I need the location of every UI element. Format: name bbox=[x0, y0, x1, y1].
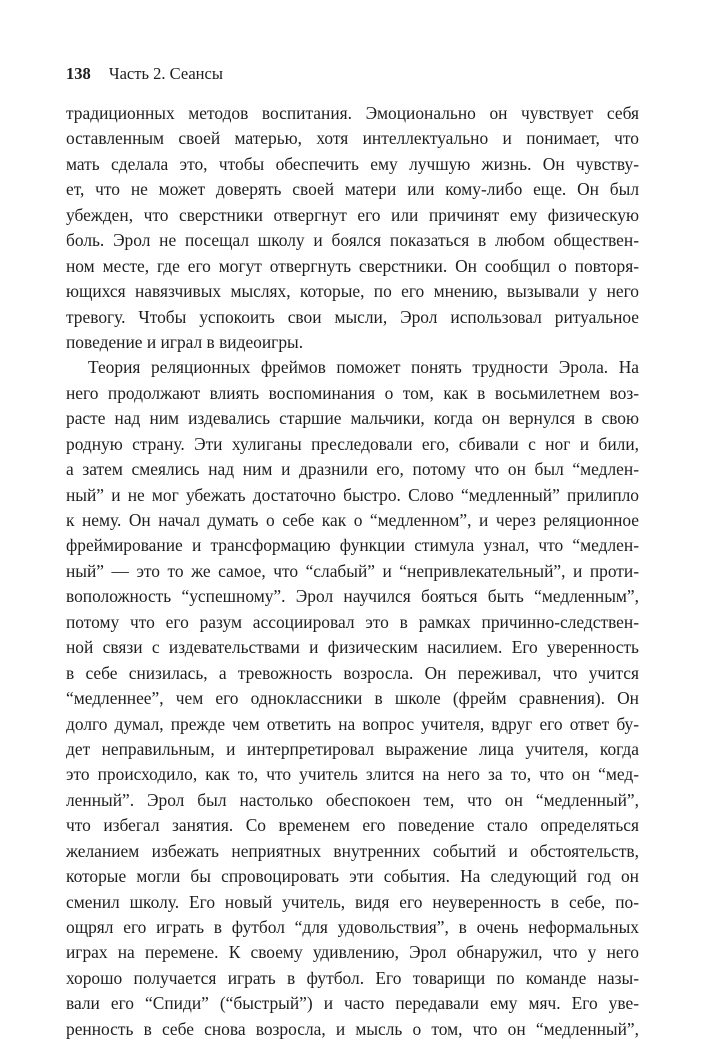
text-line: ет, что не может доверять своей матери или кому-либо еще. Он был bbox=[66, 179, 639, 200]
text-line: к нему. Он начал думать о себе как о “медленном”, и через реляционное bbox=[66, 510, 639, 530]
text-line: желанием избежать неприятных внутренних событий и обстоятельств, bbox=[66, 840, 639, 861]
text-line: боль. Эрол не посещал школу и боялся показаться в любом обществен- bbox=[66, 230, 639, 251]
page-number: 138 bbox=[66, 64, 91, 83]
text-line: ной связи с издевательствами и физическим насилием. Его уверенность bbox=[66, 637, 639, 658]
text-line: ный” и не мог убежать достаточно быстро. Слово “медленный” прилипло bbox=[66, 484, 639, 505]
text-line: традиционных методов воспитания. Эмоционально он чувствует себя bbox=[66, 103, 639, 123]
text-line: поведение и играл в видеоигры. bbox=[66, 331, 304, 352]
paragraph bbox=[66, 101, 639, 355]
text-line: ном месте, где его могут отвергнуть сверстники. Он сообщил о повторя- bbox=[66, 255, 639, 276]
text-line: воположность “успешному”. Эрол научился бояться быть “медленным”, bbox=[66, 586, 639, 607]
paragraph bbox=[66, 355, 639, 1042]
text-line: ющихся навязчивых мыслях, которые, по его мнению, вызывали у него bbox=[66, 281, 639, 302]
text-line: играх на перемене. К своему удивлению, Эрол обнаружил, что у него bbox=[66, 942, 639, 963]
text-line: которые могли бы спровоцировать эти события. На следующий год он bbox=[66, 866, 639, 887]
running-header bbox=[66, 64, 223, 84]
text-line: родную страну. Эти хулиганы преследовали его, сбивали с ног и били, bbox=[66, 433, 639, 454]
text-line: долго думал, прежде чем ответить на вопрос учителя, вдруг его ответ бу- bbox=[66, 713, 639, 734]
text-line: ощрял его играть в футбол “для удовольствия”, в очень неформальных bbox=[66, 917, 639, 937]
text-line: хорошо получается играть в футбол. Его товарищи по команде назы- bbox=[66, 967, 639, 988]
text-line: расте над ним издевались старшие мальчики, когда он вернулся в свою bbox=[66, 408, 639, 429]
text-line: мать сделала это, чтобы обеспечить ему лучшую жизнь. Он чувству- bbox=[66, 153, 639, 174]
text-line: Теория реляционных фреймов поможет понять трудности Эрола. На bbox=[88, 357, 639, 378]
text-line: ленный”. Эрол был настолько обеспокоен тем, что он “медленный”, bbox=[66, 789, 639, 810]
text-line: тревогу. Чтобы успокоить свои мысли, Эрол использовал ритуальное bbox=[66, 306, 639, 327]
text-line: оставленным своей матерью, хотя интеллектуально и понимает, что bbox=[66, 128, 639, 149]
body-text bbox=[66, 101, 639, 1042]
text-line: него продолжают влиять воспоминания о том, как в восьмилетнем воз- bbox=[66, 382, 639, 403]
text-line: потому что его разум ассоциировал это в рамках причинно-следствен- bbox=[66, 611, 639, 632]
text-line: ренность в себе снова возросла, и мысль о том, что он “медленный”, bbox=[66, 1018, 639, 1039]
text-line: дет неправильным, и интерпретировал выражение лица учителя, когда bbox=[66, 738, 639, 759]
text-line: сменил школу. Его новый учитель, видя его неуверенность в себе, по- bbox=[66, 891, 639, 912]
text-line: ный” — это то же самое, что “слабый” и “непривлекательный”, и проти- bbox=[66, 560, 639, 581]
text-line: что избегал занятия. Со временем его поведение стало определяться bbox=[66, 815, 639, 836]
text-line: убежден, что сверстники отвергнут его или причинят ему физическую bbox=[66, 204, 639, 225]
text-line: вали его “Спиди” (“быстрый”) и часто передавали ему мяч. Его уве- bbox=[66, 993, 639, 1014]
text-line: фреймирование и трансформацию функции стимула узнал, что “медлен- bbox=[66, 535, 639, 556]
text-line: в себе снизилась, а тревожность возросла. Он переживал, что учится bbox=[66, 662, 639, 683]
text-line: а затем смеялись над ним и дразнили его, потому что он был “медлен- bbox=[66, 459, 639, 480]
text-line: “медленнее”, чем его одноклассники в школе (фрейм сравнения). Он bbox=[66, 688, 639, 709]
section-title: Часть 2. Сеансы bbox=[108, 64, 223, 83]
text-line: это происходило, как то, что учитель злится на него за то, что он “мед- bbox=[66, 764, 639, 785]
